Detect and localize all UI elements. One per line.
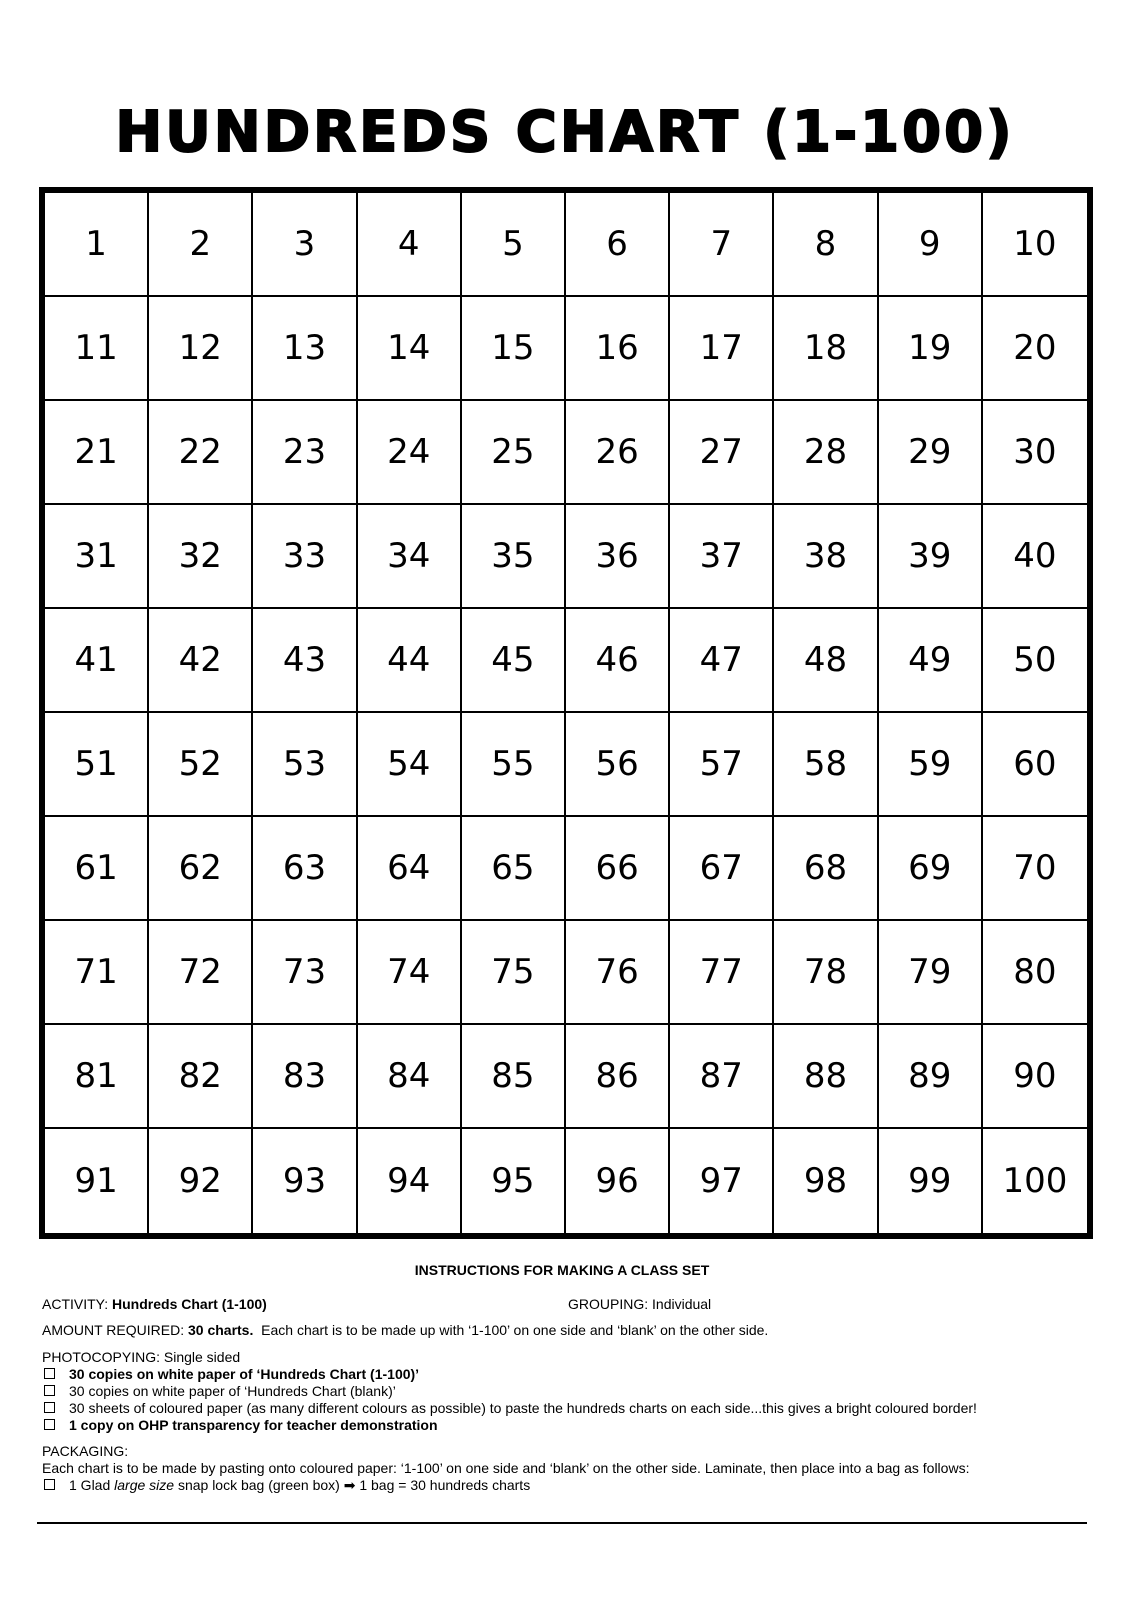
- photocopy-item-1: 30 copies on white paper of ‘Hundreds Chart (1-100)’: [42, 1366, 419, 1383]
- grid-cell: 42: [149, 609, 253, 713]
- packaging-text: Each chart is to be made by pasting onto coloured paper: ‘1-100’ on one side and ‘blank’ on the other side. Laminate, then place into a bag as follows:: [42, 1460, 970, 1476]
- grid-cell: 56: [566, 713, 670, 817]
- grid-cell: 22: [149, 401, 253, 505]
- bottom-divider: [37, 1522, 1087, 1524]
- grid-cell: 72: [149, 921, 253, 1025]
- packaging-item: 1 Glad large size snap lock bag (green box) ➡ 1 bag = 30 hundreds charts: [42, 1477, 530, 1494]
- grid-cell: 59: [879, 713, 983, 817]
- grid-cell: 87: [670, 1025, 774, 1129]
- grid-cell: 29: [879, 401, 983, 505]
- grid-cell: 45: [462, 609, 566, 713]
- grid-cell: 8: [774, 193, 878, 297]
- grid-cell: 99: [879, 1129, 983, 1233]
- amount-note: Each chart is to be made up with ‘1-100’ on one side and ‘blank’ on the other side.: [261, 1322, 769, 1338]
- grid-cell: 5: [462, 193, 566, 297]
- photocopy-item-4: 1 copy on OHP transparency for teacher demonstration: [42, 1417, 438, 1434]
- grid-cell: 98: [774, 1129, 878, 1233]
- grid-cell: 79: [879, 921, 983, 1025]
- grid-cell: 82: [149, 1025, 253, 1129]
- grid-cell: 13: [253, 297, 357, 401]
- grid-cell: 90: [983, 1025, 1087, 1129]
- grid-cell: 23: [253, 401, 357, 505]
- grid-cell: 20: [983, 297, 1087, 401]
- grid-cell: 16: [566, 297, 670, 401]
- grid-cell: 84: [358, 1025, 462, 1129]
- grid-cell: 93: [253, 1129, 357, 1233]
- grid-cell: 3: [253, 193, 357, 297]
- grid-cell: 76: [566, 921, 670, 1025]
- grid-cell: 34: [358, 505, 462, 609]
- grid-cell: 1: [45, 193, 149, 297]
- grid-cell: 53: [253, 713, 357, 817]
- grid-cell: 77: [670, 921, 774, 1025]
- grid-cell: 75: [462, 921, 566, 1025]
- grid-cell: 49: [879, 609, 983, 713]
- grid-cell: 25: [462, 401, 566, 505]
- grid-cell: 91: [45, 1129, 149, 1233]
- grid-cell: 67: [670, 817, 774, 921]
- grid-cell: 31: [45, 505, 149, 609]
- grid-cell: 14: [358, 297, 462, 401]
- grid-cells: [45, 193, 1087, 1233]
- grid-cell: 30: [983, 401, 1087, 505]
- grid-cell: 65: [462, 817, 566, 921]
- grid-cell: 36: [566, 505, 670, 609]
- grid-cell: 44: [358, 609, 462, 713]
- grid-cell: 71: [45, 921, 149, 1025]
- grid-cell: 46: [566, 609, 670, 713]
- photocopying-value: Single sided: [163, 1349, 241, 1365]
- grid-cell: 41: [45, 609, 149, 713]
- grid-cell: 28: [774, 401, 878, 505]
- grid-cell: 51: [45, 713, 149, 817]
- grid-cell: 18: [774, 297, 878, 401]
- grid-cell: 7: [670, 193, 774, 297]
- grid-cell: 50: [983, 609, 1087, 713]
- grid-cell: 43: [253, 609, 357, 713]
- grid-cell: 33: [253, 505, 357, 609]
- grid-cell: 92: [149, 1129, 253, 1233]
- grid-cell: 17: [670, 297, 774, 401]
- grid-cell: 58: [774, 713, 878, 817]
- grid-cell: 96: [566, 1129, 670, 1233]
- photocopying-label: PHOTOCOPYING:: [42, 1349, 160, 1365]
- grid-cell: 38: [774, 505, 878, 609]
- grid-cell: 83: [253, 1025, 357, 1129]
- amount-value: 30 charts.: [187, 1322, 254, 1338]
- checkbox-icon: [44, 1402, 55, 1413]
- grid-cell: 15: [462, 297, 566, 401]
- checkbox-icon: [44, 1385, 55, 1396]
- grid-cell: 69: [879, 817, 983, 921]
- page-title: HUNDREDS CHART (1-100): [115, 100, 1015, 165]
- grid-cell: 66: [566, 817, 670, 921]
- grid-cell: 70: [983, 817, 1087, 921]
- checkbox-icon: [44, 1479, 55, 1490]
- grouping-line: [568, 1296, 711, 1313]
- grid-cell: 52: [149, 713, 253, 817]
- hundreds-grid: [39, 187, 1093, 1239]
- activity-label: ACTIVITY:: [42, 1296, 109, 1312]
- grid-cell: 10: [983, 193, 1087, 297]
- grid-cell: 27: [670, 401, 774, 505]
- grid-cell: 4: [358, 193, 462, 297]
- grid-cell: 6: [566, 193, 670, 297]
- grid-cell: 12: [149, 297, 253, 401]
- grid-cell: 97: [670, 1129, 774, 1233]
- grid-cell: 100: [1002, 1161, 1068, 1201]
- grid-cell: 64: [358, 817, 462, 921]
- arrow-right-icon: ➡: [343, 1477, 356, 1493]
- activity-value: Hundreds Chart (1-100): [112, 1296, 267, 1312]
- grid-cell: 62: [149, 817, 253, 921]
- grid-cell: 40: [983, 505, 1087, 609]
- grid-cell: 39: [879, 505, 983, 609]
- grouping-value: Individual: [652, 1296, 712, 1312]
- grid-cell: 78: [774, 921, 878, 1025]
- grid-cell: 48: [774, 609, 878, 713]
- photocopy-item-3: 30 sheets of coloured paper (as many different colours as possible) to paste the hundreds charts on each side...this gives a bright coloured border!: [42, 1400, 977, 1417]
- amount-line: [42, 1322, 768, 1339]
- grid-cell: 37: [670, 505, 774, 609]
- grid-cell: 32: [149, 505, 253, 609]
- packaging-label: PACKAGING:: [42, 1443, 129, 1459]
- grid-cell: 2: [149, 193, 253, 297]
- grid-cell: 11: [45, 297, 149, 401]
- photocopy-item-2: 30 copies on white paper of ‘Hundreds Chart (blank)’: [42, 1383, 396, 1400]
- grid-cell: 35: [462, 505, 566, 609]
- grid-cell: 54: [358, 713, 462, 817]
- grid-cell: 74: [358, 921, 462, 1025]
- grid-cell: 80: [983, 921, 1087, 1025]
- grid-cell: 94: [358, 1129, 462, 1233]
- grid-cell: 61: [45, 817, 149, 921]
- grid-cell: 24: [358, 401, 462, 505]
- grid-cell: 26: [566, 401, 670, 505]
- grid-cell: 81: [45, 1025, 149, 1129]
- grid-cell: 9: [879, 193, 983, 297]
- grid-cell: 57: [670, 713, 774, 817]
- grid-cell: 19: [879, 297, 983, 401]
- grouping-label: GROUPING:: [568, 1296, 649, 1312]
- grid-cell: 47: [670, 609, 774, 713]
- amount-label: AMOUNT REQUIRED:: [42, 1322, 185, 1338]
- grid-cell: 88: [774, 1025, 878, 1129]
- activity-line: [42, 1296, 267, 1313]
- grid-cell: 63: [253, 817, 357, 921]
- grid-cell: 73: [253, 921, 357, 1025]
- grid-cell: 55: [462, 713, 566, 817]
- grid-cell: 95: [462, 1129, 566, 1233]
- grid-cell: 21: [45, 401, 149, 505]
- grid-cell: 85: [462, 1025, 566, 1129]
- checkbox-icon: [44, 1368, 55, 1379]
- photocopying-line: [42, 1349, 240, 1366]
- grid-cell: 86: [566, 1025, 670, 1129]
- instructions-heading: INSTRUCTIONS FOR MAKING A CLASS SET: [414, 1262, 710, 1278]
- grid-cell: 60: [983, 713, 1087, 817]
- grid-cell: 68: [774, 817, 878, 921]
- checkbox-icon: [44, 1419, 55, 1430]
- grid-cell: 89: [879, 1025, 983, 1129]
